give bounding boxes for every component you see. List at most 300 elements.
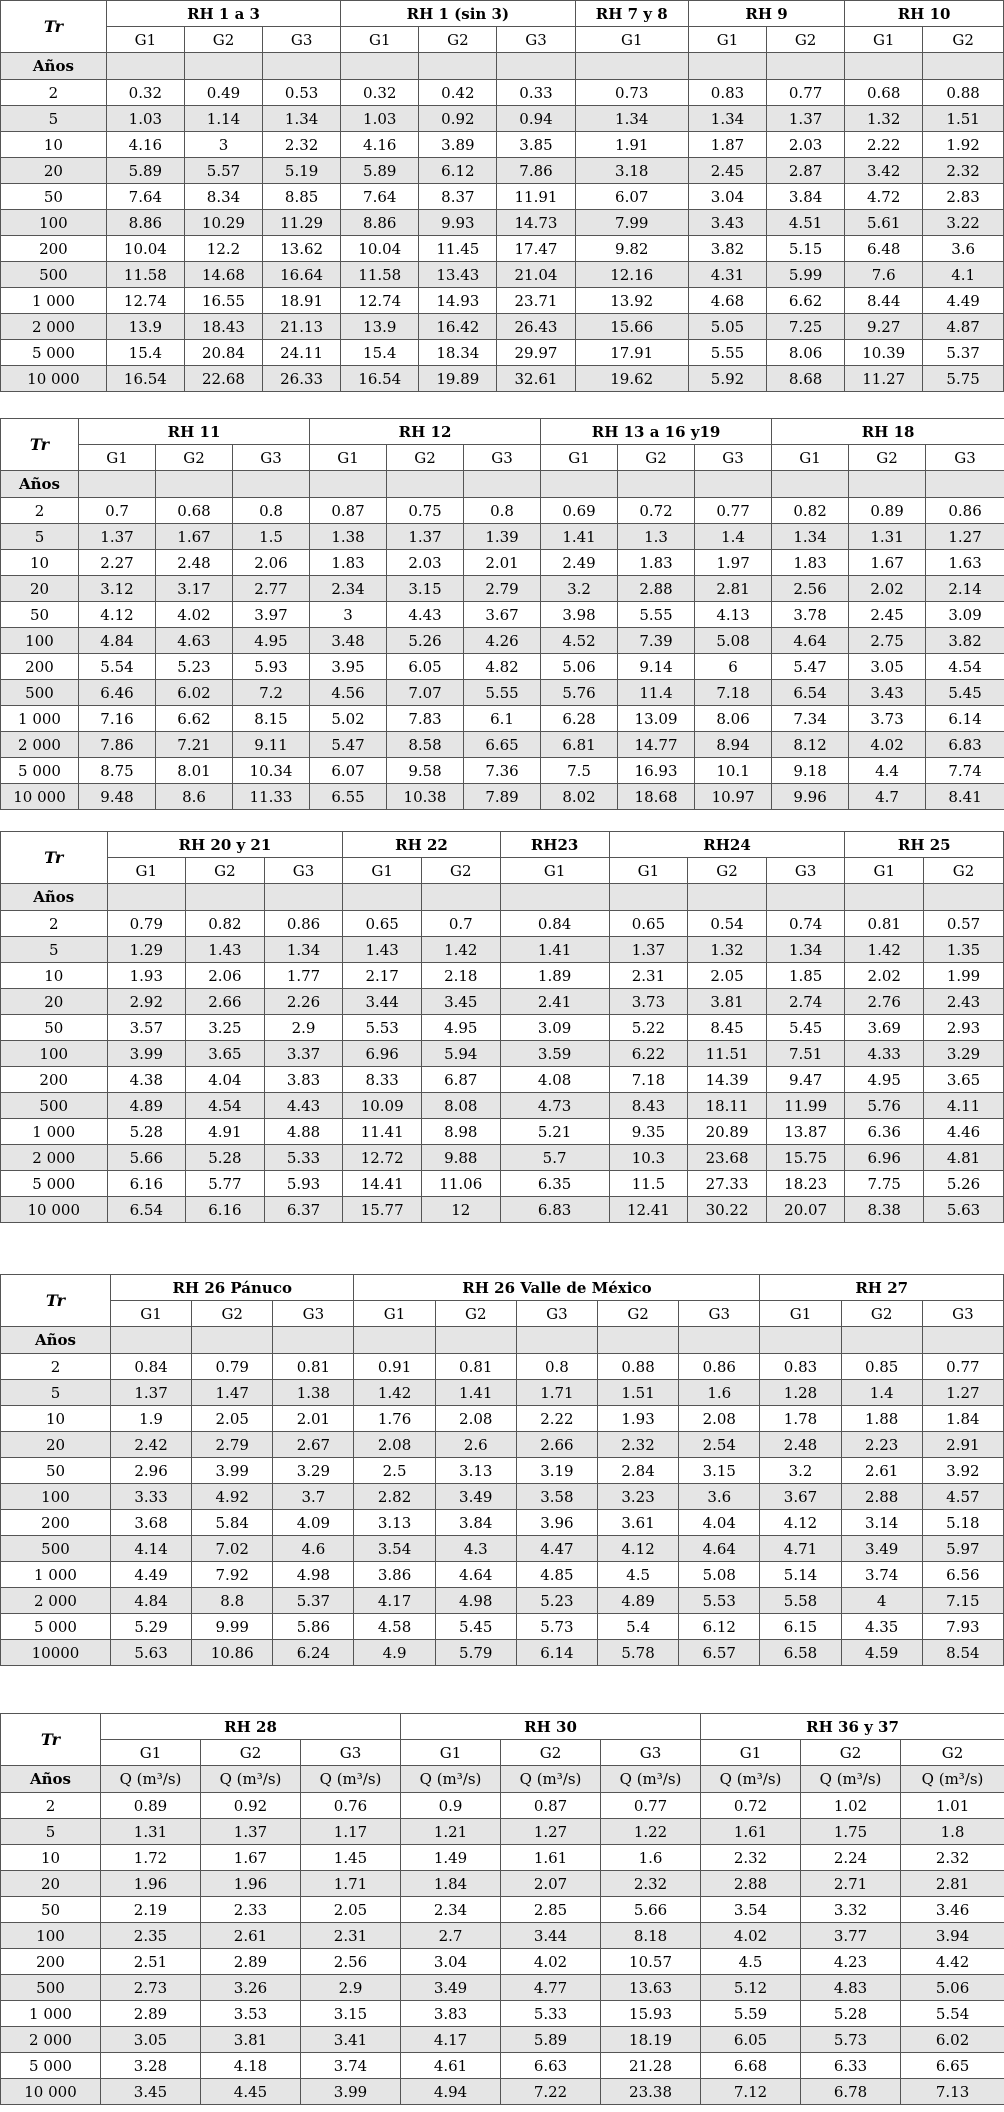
return-period-cell: 10 000	[1, 2079, 101, 2105]
value-cell: 7.2	[233, 680, 310, 706]
empty-unit-cell	[263, 53, 341, 80]
value-cell: 3.15	[679, 1458, 760, 1484]
value-cell: 10.29	[184, 210, 262, 236]
value-cell: 6.07	[310, 758, 387, 784]
value-cell: 2.92	[107, 989, 186, 1015]
value-cell: 5.93	[233, 654, 310, 680]
value-cell: 3.82	[688, 236, 766, 262]
value-cell: 2.88	[618, 576, 695, 602]
value-cell: 2.08	[354, 1432, 435, 1458]
value-cell: 0.53	[263, 80, 341, 106]
value-cell: 1.41	[435, 1380, 516, 1406]
value-cell: 0.49	[184, 80, 262, 106]
value-cell: 1.34	[688, 106, 766, 132]
value-cell: 3.46	[901, 1897, 1004, 1923]
value-cell: 3.59	[500, 1041, 609, 1067]
value-cell: 3.54	[354, 1536, 435, 1562]
value-cell: 2.56	[301, 1949, 401, 1975]
value-cell: 8.58	[387, 732, 464, 758]
header-row-groups	[1, 832, 1004, 858]
value-cell: 3.43	[849, 680, 926, 706]
empty-unit-cell	[598, 1327, 679, 1354]
value-cell: 5.55	[464, 680, 541, 706]
subgroup-header: G1	[688, 27, 766, 53]
table-row	[1, 1015, 1004, 1041]
value-cell: 2.61	[841, 1458, 922, 1484]
value-cell: 13.9	[106, 314, 184, 340]
table-row	[1, 732, 1004, 758]
value-cell: 7.34	[772, 706, 849, 732]
value-cell: 3.12	[79, 576, 156, 602]
value-cell: 1.67	[201, 1845, 301, 1871]
value-cell: 1.43	[186, 937, 265, 963]
table-row	[1, 524, 1004, 550]
value-cell: 1.41	[500, 937, 609, 963]
subgroup-header: G1	[343, 858, 422, 884]
table-row	[1, 1041, 1004, 1067]
value-cell: 4.81	[924, 1145, 1004, 1171]
value-cell: 2.71	[801, 1871, 901, 1897]
group-header: RH 30	[401, 1714, 701, 1740]
value-cell: 8.54	[922, 1640, 1003, 1666]
value-cell: 2.32	[263, 132, 341, 158]
value-cell: 3.69	[845, 1015, 924, 1041]
value-cell: 3.29	[273, 1458, 354, 1484]
value-cell: 21.04	[497, 262, 575, 288]
value-cell: 5.08	[695, 628, 772, 654]
value-cell: 1.51	[923, 106, 1004, 132]
value-cell: 2.31	[301, 1923, 401, 1949]
value-cell: 0.81	[845, 911, 924, 937]
table-row	[1, 758, 1004, 784]
value-cell: 6.83	[500, 1197, 609, 1223]
value-cell: 1.27	[922, 1380, 1003, 1406]
empty-unit-cell	[845, 884, 924, 911]
table-row	[1, 1380, 1004, 1406]
value-cell: 0.86	[679, 1354, 760, 1380]
value-cell: 3.09	[500, 1015, 609, 1041]
value-cell: 1.45	[301, 1845, 401, 1871]
value-cell: 10.1	[695, 758, 772, 784]
anos-header: Años	[1, 1766, 101, 1793]
unit-header: Q (m³/s)	[401, 1766, 501, 1793]
value-cell: 3.49	[841, 1536, 922, 1562]
value-cell: 3.73	[609, 989, 688, 1015]
empty-unit-cell	[464, 471, 541, 498]
value-cell: 19.89	[419, 366, 497, 392]
subgroup-header: G2	[192, 1301, 273, 1327]
value-cell: 2.81	[695, 576, 772, 602]
data-table-5	[0, 1713, 1004, 2105]
table-row	[1, 158, 1004, 184]
value-cell: 2.48	[760, 1432, 841, 1458]
value-cell: 2.06	[186, 963, 265, 989]
value-cell: 4.95	[421, 1015, 500, 1041]
value-cell: 4.84	[79, 628, 156, 654]
return-period-cell: 10 000	[1, 1197, 108, 1223]
value-cell: 2.06	[233, 550, 310, 576]
value-cell: 0.88	[598, 1354, 679, 1380]
value-cell: 1.03	[106, 106, 184, 132]
value-cell: 3.77	[801, 1923, 901, 1949]
value-cell: 0.7	[421, 911, 500, 937]
table-row	[1, 1871, 1004, 1897]
header-row-subgroups	[1, 445, 1004, 471]
value-cell: 10.86	[192, 1640, 273, 1666]
value-cell: 4.13	[695, 602, 772, 628]
value-cell: 1.87	[688, 132, 766, 158]
value-cell: 11.06	[421, 1171, 500, 1197]
table-row	[1, 1406, 1004, 1432]
value-cell: 2.18	[421, 963, 500, 989]
value-cell: 12.2	[184, 236, 262, 262]
header-row-units	[1, 884, 1004, 911]
subgroup-header: G1	[101, 1740, 201, 1766]
value-cell: 6.28	[541, 706, 618, 732]
value-cell: 4.6	[273, 1536, 354, 1562]
subgroup-header: G2	[156, 445, 233, 471]
tr-header: Tr	[1, 1, 107, 53]
value-cell: 0.72	[701, 1793, 801, 1819]
value-cell: 3.85	[497, 132, 575, 158]
value-cell: 6.54	[107, 1197, 186, 1223]
value-cell: 2.56	[772, 576, 849, 602]
value-cell: 9.35	[609, 1119, 688, 1145]
value-cell: 5.45	[435, 1614, 516, 1640]
value-cell: 10.04	[341, 236, 419, 262]
value-cell: 14.68	[184, 262, 262, 288]
value-cell: 2.89	[201, 1949, 301, 1975]
value-cell: 4.51	[767, 210, 845, 236]
empty-unit-cell	[767, 53, 845, 80]
empty-unit-cell	[184, 53, 262, 80]
return-period-cell: 5 000	[1, 758, 79, 784]
value-cell: 1.71	[516, 1380, 597, 1406]
value-cell: 5.89	[341, 158, 419, 184]
value-cell: 4.68	[688, 288, 766, 314]
empty-unit-cell	[841, 1327, 922, 1354]
value-cell: 6.63	[501, 2053, 601, 2079]
group-header: RH 1 a 3	[106, 1, 340, 27]
value-cell: 2.17	[343, 963, 422, 989]
value-cell: 2.74	[766, 989, 845, 1015]
return-period-cell: 5	[1, 524, 79, 550]
value-cell: 2.08	[435, 1406, 516, 1432]
return-period-cell: 5	[1, 1380, 111, 1406]
value-cell: 1.84	[401, 1871, 501, 1897]
empty-unit-cell	[541, 471, 618, 498]
value-cell: 4.64	[435, 1562, 516, 1588]
subgroup-header: G1	[772, 445, 849, 471]
value-cell: 3.65	[924, 1067, 1004, 1093]
value-cell: 5.93	[264, 1171, 343, 1197]
value-cell: 0.8	[516, 1354, 597, 1380]
subgroup-header: G3	[926, 445, 1004, 471]
value-cell: 3.6	[923, 236, 1004, 262]
value-cell: 8.85	[263, 184, 341, 210]
value-cell: 5.47	[772, 654, 849, 680]
value-cell: 6.24	[273, 1640, 354, 1666]
header-row-units	[1, 471, 1004, 498]
table-row	[1, 1536, 1004, 1562]
value-cell: 1.85	[766, 963, 845, 989]
value-cell: 6.12	[419, 158, 497, 184]
table-row	[1, 1510, 1004, 1536]
value-cell: 0.79	[192, 1354, 273, 1380]
value-cell: 5.18	[922, 1510, 1003, 1536]
value-cell: 11.58	[106, 262, 184, 288]
value-cell: 3.54	[701, 1897, 801, 1923]
value-cell: 7.15	[922, 1588, 1003, 1614]
header-row-units	[1, 1327, 1004, 1354]
unit-header: Q (m³/s)	[501, 1766, 601, 1793]
value-cell: 2.61	[201, 1923, 301, 1949]
value-cell: 5.73	[801, 2027, 901, 2053]
value-cell: 5.77	[186, 1171, 265, 1197]
value-cell: 5.06	[901, 1975, 1004, 2001]
value-cell: 5.57	[184, 158, 262, 184]
return-period-cell: 10000	[1, 1640, 111, 1666]
value-cell: 6.87	[421, 1067, 500, 1093]
value-cell: 1.37	[79, 524, 156, 550]
value-cell: 3.86	[354, 1562, 435, 1588]
value-cell: 2.01	[273, 1406, 354, 1432]
value-cell: 1.37	[767, 106, 845, 132]
value-cell: 5.99	[767, 262, 845, 288]
value-cell: 13.92	[575, 288, 688, 314]
table-row	[1, 963, 1004, 989]
value-cell: 2.48	[156, 550, 233, 576]
value-cell: 0.77	[767, 80, 845, 106]
value-cell: 5.37	[273, 1588, 354, 1614]
value-cell: 4.02	[849, 732, 926, 758]
value-cell: 2.33	[201, 1897, 301, 1923]
value-cell: 5.28	[107, 1119, 186, 1145]
value-cell: 15.4	[341, 340, 419, 366]
group-header: RH 26 Valle de México	[354, 1275, 760, 1301]
value-cell: 8.43	[609, 1093, 688, 1119]
subgroup-header: G1	[845, 858, 924, 884]
subgroup-header: G2	[201, 1740, 301, 1766]
subgroup-header: G2	[618, 445, 695, 471]
value-cell: 5.89	[106, 158, 184, 184]
value-cell: 3.42	[845, 158, 923, 184]
value-cell: 1.67	[849, 550, 926, 576]
value-cell: 18.11	[688, 1093, 767, 1119]
table-row	[1, 1949, 1004, 1975]
value-cell: 2.6	[435, 1432, 516, 1458]
value-cell: 3.61	[598, 1510, 679, 1536]
value-cell: 1.4	[841, 1380, 922, 1406]
value-cell: 5.55	[688, 340, 766, 366]
empty-unit-cell	[760, 1327, 841, 1354]
value-cell: 3.04	[401, 1949, 501, 1975]
subgroup-header: G2	[598, 1301, 679, 1327]
value-cell: 5.63	[924, 1197, 1004, 1223]
value-cell: 11.58	[341, 262, 419, 288]
value-cell: 4.33	[845, 1041, 924, 1067]
value-cell: 1.43	[343, 937, 422, 963]
value-cell: 2.34	[401, 1897, 501, 1923]
return-period-cell: 500	[1, 1975, 101, 2001]
value-cell: 3.89	[419, 132, 497, 158]
value-cell: 4.5	[598, 1562, 679, 1588]
value-cell: 3.14	[841, 1510, 922, 1536]
value-cell: 0.82	[772, 498, 849, 524]
subgroup-header: G3	[497, 27, 575, 53]
subgroup-header: G3	[263, 27, 341, 53]
return-period-cell: 500	[1, 262, 107, 288]
return-period-cell: 500	[1, 1536, 111, 1562]
return-period-cell: 2	[1, 498, 79, 524]
empty-unit-cell	[575, 53, 688, 80]
subgroup-header: G2	[421, 858, 500, 884]
empty-unit-cell	[609, 884, 688, 911]
value-cell: 2.32	[923, 158, 1004, 184]
value-cell: 9.82	[575, 236, 688, 262]
value-cell: 5.76	[541, 680, 618, 706]
value-cell: 24.11	[263, 340, 341, 366]
value-cell: 9.27	[845, 314, 923, 340]
subgroup-header: G3	[516, 1301, 597, 1327]
value-cell: 8.86	[341, 210, 419, 236]
value-cell: 1.37	[609, 937, 688, 963]
value-cell: 2.02	[849, 576, 926, 602]
value-cell: 6.65	[901, 2053, 1004, 2079]
table-row	[1, 1354, 1004, 1380]
value-cell: 2.83	[923, 184, 1004, 210]
value-cell: 7.6	[845, 262, 923, 288]
value-cell: 4.16	[106, 132, 184, 158]
value-cell: 1.34	[575, 106, 688, 132]
group-header: RH 7 y 8	[575, 1, 688, 27]
value-cell: 6.96	[343, 1041, 422, 1067]
value-cell: 7.86	[79, 732, 156, 758]
value-cell: 3.49	[435, 1484, 516, 1510]
value-cell: 3.29	[924, 1041, 1004, 1067]
subgroup-header: G3	[922, 1301, 1003, 1327]
value-cell: 6.15	[760, 1614, 841, 1640]
value-cell: 6	[695, 654, 772, 680]
value-cell: 8.37	[419, 184, 497, 210]
value-cell: 2.5	[354, 1458, 435, 1484]
value-cell: 0.86	[926, 498, 1004, 524]
value-cell: 5.26	[387, 628, 464, 654]
return-period-cell: 2 000	[1, 1588, 111, 1614]
subgroup-header: G2	[387, 445, 464, 471]
value-cell: 0.83	[760, 1354, 841, 1380]
value-cell: 2.51	[101, 1949, 201, 1975]
value-cell: 16.93	[618, 758, 695, 784]
value-cell: 2.9	[264, 1015, 343, 1041]
value-cell: 4.49	[923, 288, 1004, 314]
value-cell: 6.46	[79, 680, 156, 706]
value-cell: 7.07	[387, 680, 464, 706]
value-cell: 13.62	[263, 236, 341, 262]
value-cell: 2.14	[926, 576, 1004, 602]
value-cell: 1.31	[101, 1819, 201, 1845]
value-cell: 7.13	[901, 2079, 1004, 2105]
value-cell: 6.35	[500, 1171, 609, 1197]
value-cell: 3.15	[301, 2001, 401, 2027]
value-cell: 6.02	[156, 680, 233, 706]
value-cell: 3.19	[516, 1458, 597, 1484]
header-row-groups	[1, 1, 1004, 27]
table-row	[1, 1819, 1004, 1845]
table-row	[1, 314, 1004, 340]
subgroup-header: G2	[184, 27, 262, 53]
value-cell: 4.61	[401, 2053, 501, 2079]
subgroup-header: G1	[401, 1740, 501, 1766]
empty-unit-cell	[845, 53, 923, 80]
value-cell: 1.41	[541, 524, 618, 550]
value-cell: 1.03	[341, 106, 419, 132]
value-cell: 4.02	[501, 1949, 601, 1975]
subgroup-header: G2	[688, 858, 767, 884]
empty-unit-cell	[106, 53, 184, 80]
return-period-cell: 5 000	[1, 1614, 111, 1640]
value-cell: 5.76	[845, 1093, 924, 1119]
value-cell: 2.76	[845, 989, 924, 1015]
value-cell: 2.54	[679, 1432, 760, 1458]
value-cell: 5.75	[923, 366, 1004, 392]
value-cell: 7.16	[79, 706, 156, 732]
value-cell: 0.74	[766, 911, 845, 937]
value-cell: 2.88	[701, 1871, 801, 1897]
return-period-cell: 50	[1, 184, 107, 210]
subgroup-header: G1	[609, 858, 688, 884]
table-row	[1, 602, 1004, 628]
value-cell: 3.57	[107, 1015, 186, 1041]
table-row	[1, 628, 1004, 654]
value-cell: 3.92	[922, 1458, 1003, 1484]
value-cell: 1.27	[926, 524, 1004, 550]
value-cell: 2.77	[233, 576, 310, 602]
subgroup-header: G1	[760, 1301, 841, 1327]
value-cell: 1.3	[618, 524, 695, 550]
value-cell: 4.85	[516, 1562, 597, 1588]
value-cell: 11.29	[263, 210, 341, 236]
value-cell: 8.41	[926, 784, 1004, 810]
empty-unit-cell	[110, 1327, 191, 1354]
value-cell: 18.23	[766, 1171, 845, 1197]
value-cell: 0.85	[841, 1354, 922, 1380]
value-cell: 0.9	[401, 1793, 501, 1819]
value-cell: 8.6	[156, 784, 233, 810]
value-cell: 10.38	[387, 784, 464, 810]
value-cell: 10.09	[343, 1093, 422, 1119]
value-cell: 8.98	[421, 1119, 500, 1145]
value-cell: 0.68	[156, 498, 233, 524]
value-cell: 6.16	[186, 1197, 265, 1223]
empty-unit-cell	[679, 1327, 760, 1354]
table-row	[1, 937, 1004, 963]
value-cell: 4.88	[264, 1119, 343, 1145]
subgroup-header: G1	[310, 445, 387, 471]
value-cell: 5.33	[501, 2001, 601, 2027]
value-cell: 14.93	[419, 288, 497, 314]
return-period-cell: 1 000	[1, 2001, 101, 2027]
value-cell: 5.92	[688, 366, 766, 392]
value-cell: 1.93	[107, 963, 186, 989]
value-cell: 4.14	[110, 1536, 191, 1562]
return-period-cell: 200	[1, 1067, 108, 1093]
value-cell: 6.65	[464, 732, 541, 758]
value-cell: 4.71	[760, 1536, 841, 1562]
return-period-cell: 100	[1, 1041, 108, 1067]
group-header: RH24	[609, 832, 845, 858]
value-cell: 12	[421, 1197, 500, 1223]
